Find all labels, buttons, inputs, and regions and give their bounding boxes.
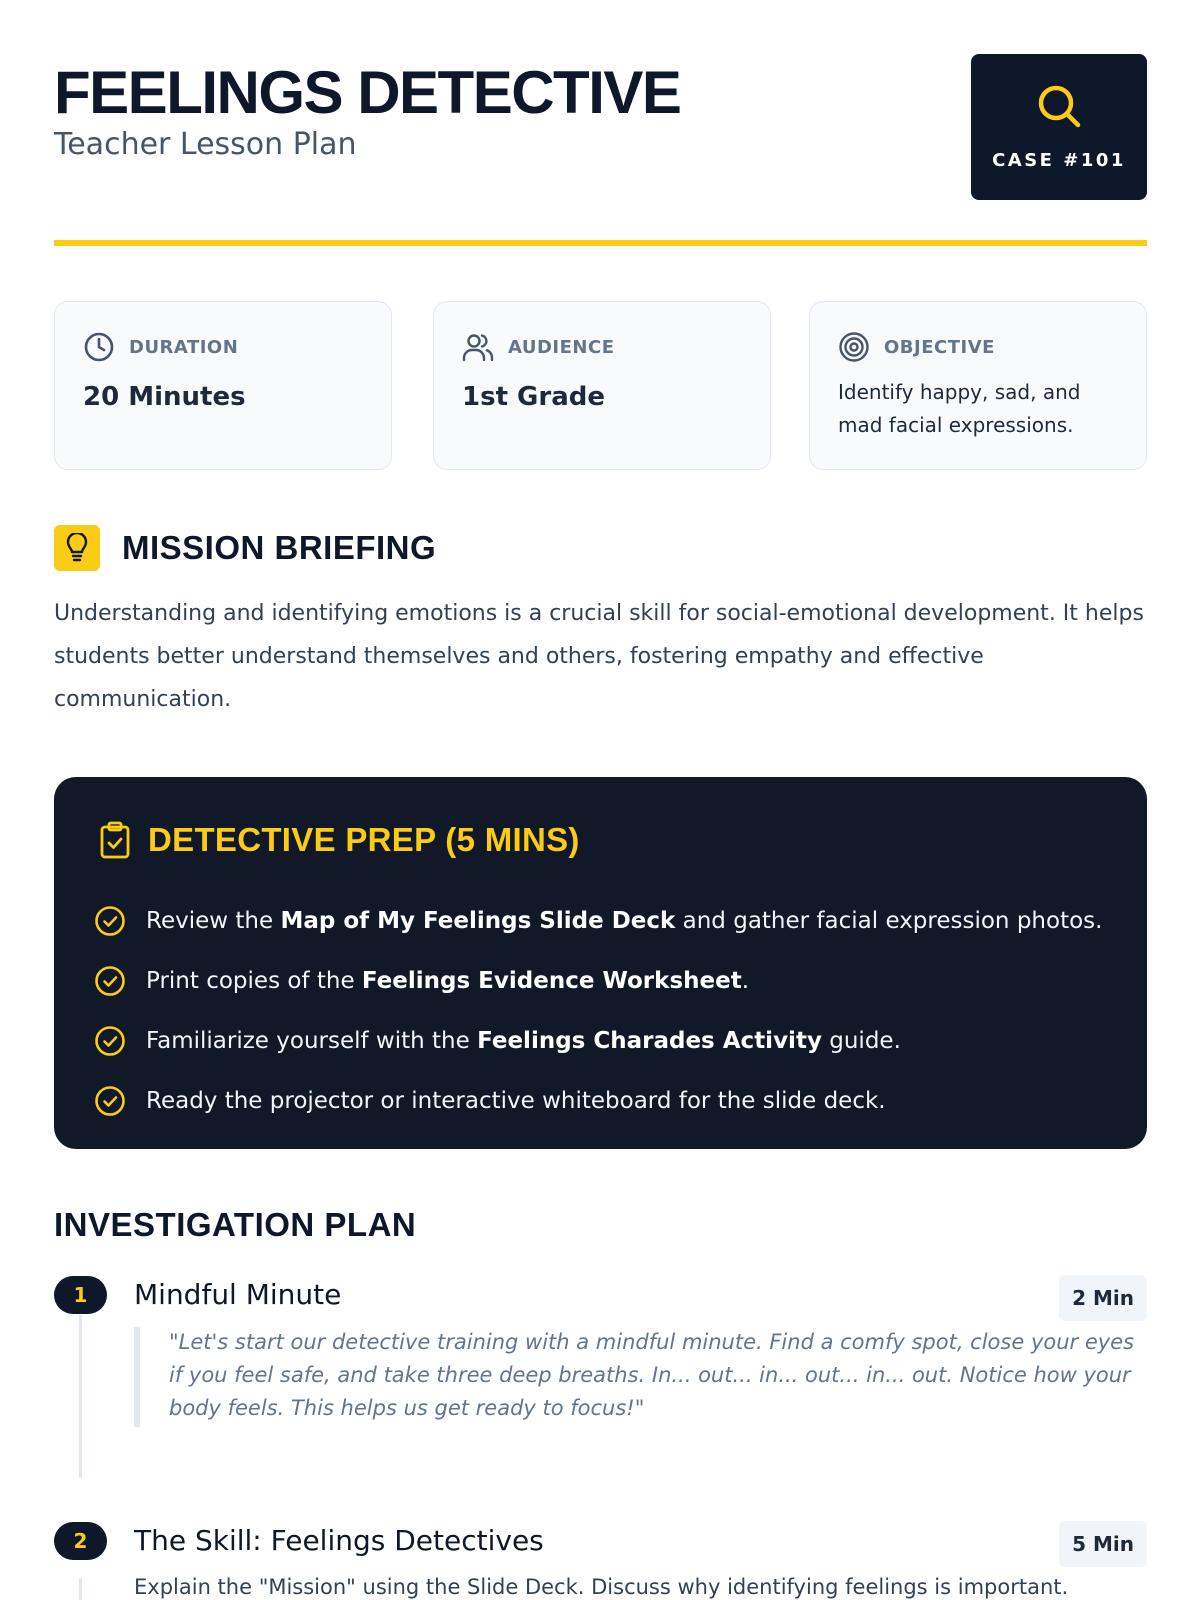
case-badge xyxy=(971,54,1147,200)
audience-value: 1st Grade xyxy=(462,382,605,412)
lightbulb-icon-box xyxy=(54,525,100,571)
prep-item-text: Print copies of the Feelings Evidence Worksheet. xyxy=(146,968,750,994)
header-divider xyxy=(54,240,1147,246)
prep-item-text: Review the Map of My Feelings Slide Deck and gather facial expression photos. xyxy=(146,908,1103,934)
duration-card xyxy=(54,301,392,470)
info-cards xyxy=(54,301,1147,470)
timeline-line xyxy=(79,1315,82,1478)
check-circle-icon xyxy=(94,905,126,937)
lightbulb-icon xyxy=(64,533,90,563)
prep-item xyxy=(94,891,1134,951)
check-circle-icon xyxy=(94,1085,126,1117)
target-icon xyxy=(838,331,870,363)
step-duration-badge: 5 Min xyxy=(1059,1521,1147,1567)
detective-prep-title: DETECTIVE PREP (5 MINS) xyxy=(148,821,580,858)
audience-label: AUDIENCE xyxy=(508,336,615,358)
duration-value: 20 Minutes xyxy=(83,382,246,412)
step-title: Mindful Minute xyxy=(134,1278,342,1311)
mission-briefing-title: MISSION BRIEFING xyxy=(122,529,437,566)
clock-icon xyxy=(83,331,115,363)
detective-prep-panel xyxy=(54,777,1147,1149)
page-title: FEELINGS DETECTIVE xyxy=(54,59,681,126)
prep-item-text: Ready the projector or interactive whiteboard for the slide deck. xyxy=(146,1088,886,1114)
step-number: 2 xyxy=(54,1522,107,1560)
check-circle-icon xyxy=(94,965,126,997)
step-description: Explain the "Mission" using the Slide Deck. Discuss why identifying feelings is important. xyxy=(134,1575,1069,1599)
detective-prep-header xyxy=(98,821,580,859)
prep-item-text: Familiarize yourself with the Feelings Charades Activity guide. xyxy=(146,1028,901,1054)
audience-card xyxy=(433,301,771,470)
prep-item xyxy=(94,951,1134,1011)
step-duration-badge: 2 Min xyxy=(1059,1275,1147,1321)
search-icon xyxy=(1035,82,1083,130)
prep-item xyxy=(94,1011,1134,1071)
objective-label: OBJECTIVE xyxy=(884,336,995,358)
quote-bar xyxy=(134,1327,140,1427)
users-icon xyxy=(462,331,494,363)
header xyxy=(54,54,1147,204)
duration-label: DURATION xyxy=(129,336,239,358)
mission-briefing-text: Understanding and identifying emotions is a crucial skill for social-emotional development. It helps students better understand themselves and others, fostering empathy and effective communication. xyxy=(54,601,1144,712)
prep-checklist xyxy=(94,891,1134,1131)
step-title: The Skill: Feelings Detectives xyxy=(134,1524,544,1557)
clipboard-check-icon xyxy=(98,821,132,859)
step-script-quote: "Let's start our detective training with a mindful minute. Find a comfy spot, close your eyes if you feel safe, and take three deep breaths. In... out... in... out... in... out. Notice how your body feels. This helps us get ready to focus!" xyxy=(169,1330,1135,1420)
objective-card xyxy=(809,301,1147,470)
case-label: CASE #101 xyxy=(992,150,1126,171)
check-circle-icon xyxy=(94,1025,126,1057)
investigation-plan-title: INVESTIGATION PLAN xyxy=(54,1206,417,1243)
prep-item xyxy=(94,1071,1134,1131)
step-number: 1 xyxy=(54,1276,107,1314)
objective-value: Identify happy, sad, and mad facial expressions. xyxy=(838,380,1081,437)
mission-briefing-header xyxy=(54,525,436,571)
timeline-line xyxy=(79,1578,82,1600)
page-subtitle: Teacher Lesson Plan xyxy=(54,127,357,162)
